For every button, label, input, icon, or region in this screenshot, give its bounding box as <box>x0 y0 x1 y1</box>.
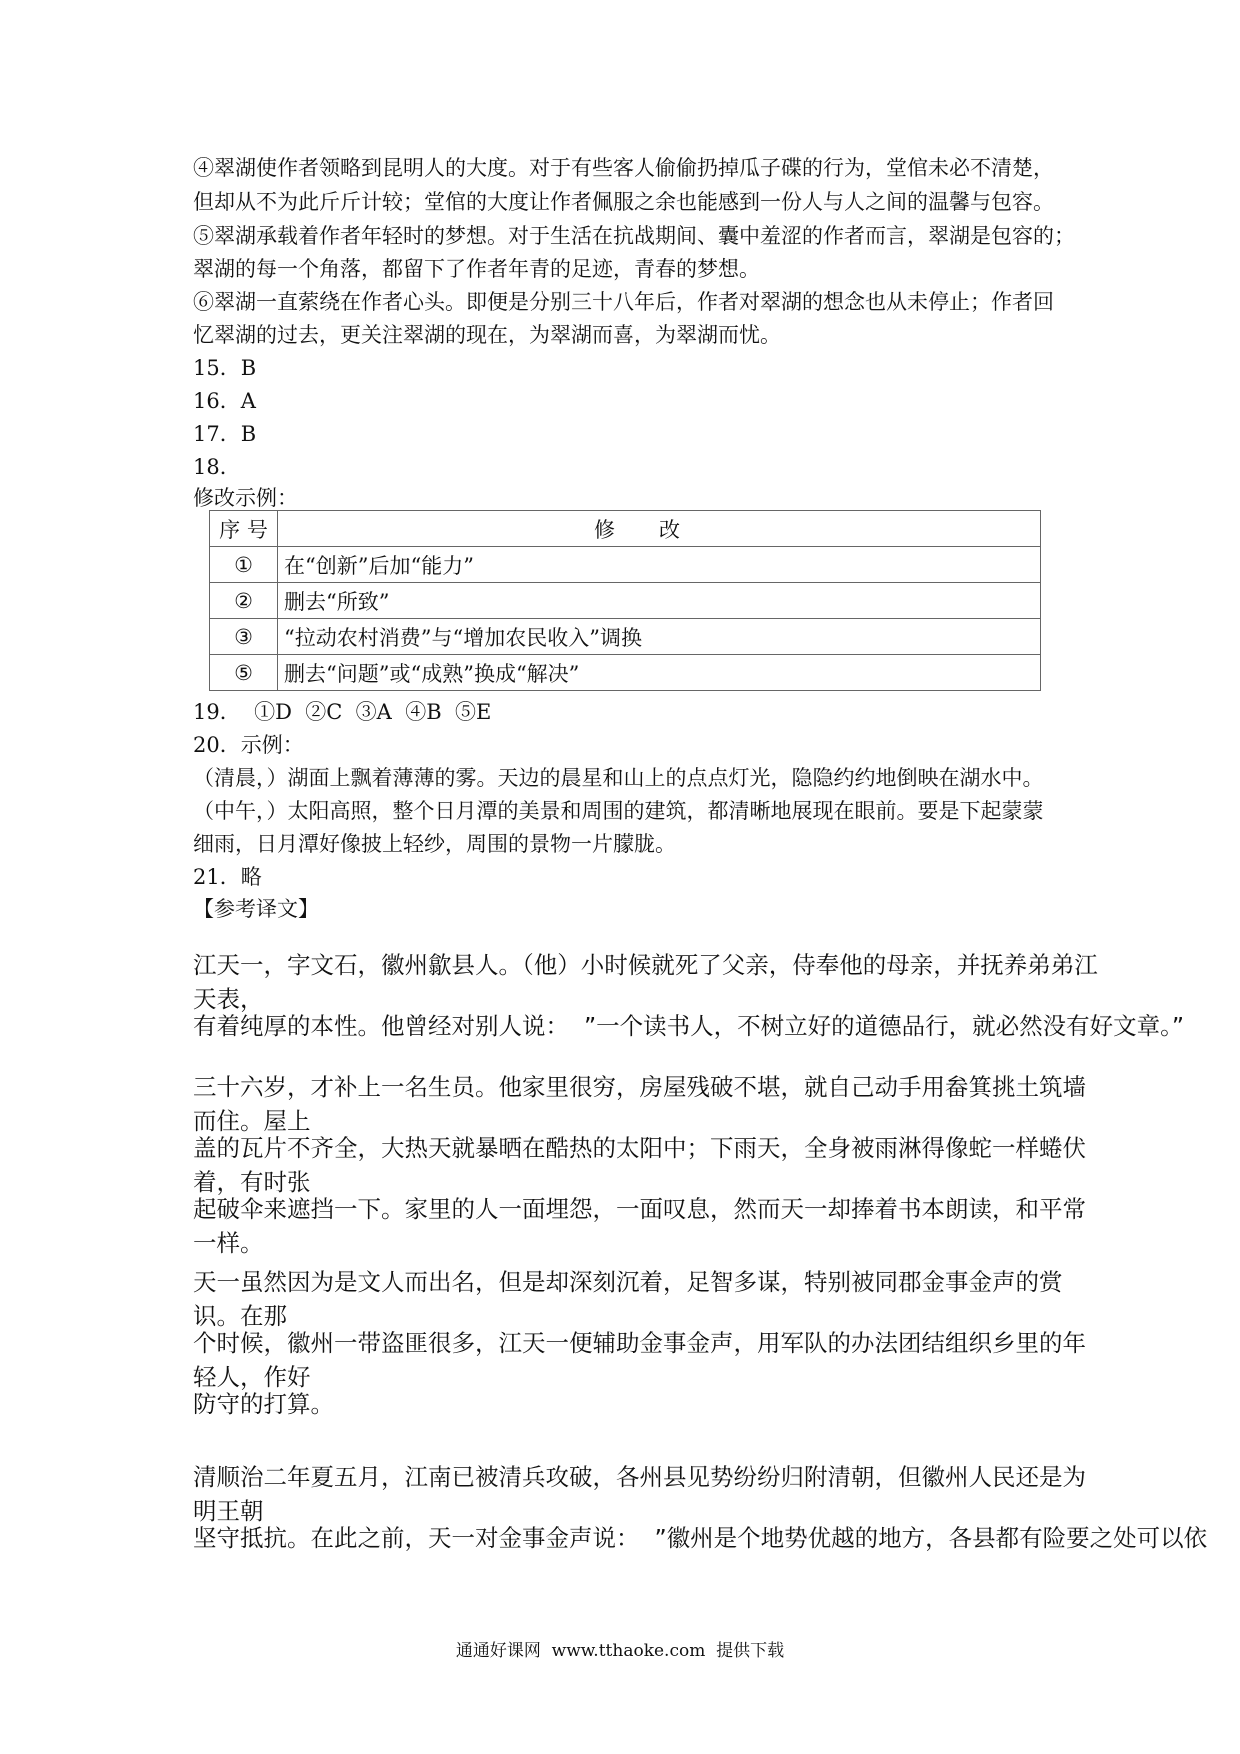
translation-line: 个时候，徽州一带盗匪很多，江天一便辅助金事金声，用军队的办法团结组织乡里的年轻人，作好 <box>193 1329 1086 1391</box>
answer-q20-noon-line2: 细雨，日月潭好像披上轻纱，周围的景物一片朦胧。 <box>193 832 676 856</box>
revision-table <box>209 510 1041 691</box>
answer-q16: 16．A <box>193 389 256 413</box>
table-row <box>210 655 1041 691</box>
translation-line: 天一虽然因为是文人而出名，但是却深刻沉着，足智多谋，特别被同郡金事金声的赏识。在那 <box>193 1268 1063 1330</box>
table-header-number: 序 号 <box>210 511 278 547</box>
answer-p6-line2: 忆翠湖的过去，更关注翠湖的现在，为翠湖而喜，为翠湖而忧。 <box>193 323 781 347</box>
table-row <box>210 547 1041 583</box>
translation-line: 有着纯厚的本性。他曾经对别人说： ”一个读书人，不树立好的道德品行，就必然没有好文章。” <box>193 1012 1185 1040</box>
answer-q18: 18． <box>193 455 241 479</box>
example-label: 修改示例： <box>193 486 298 510</box>
answer-q15: 15．B <box>193 356 257 380</box>
translation-line: 清顺治二年夏五月，江南已被清兵攻破，各州县见势纷纷归附清朝，但徽州人民还是为明王朝 <box>193 1463 1086 1525</box>
table-row <box>210 619 1041 655</box>
translation-line: 盖的瓦片不齐全，大热天就暴晒在酷热的太阳中；下雨天，全身被雨淋得像蛇一样蜷伏着，有时张 <box>193 1134 1086 1196</box>
table-cell-revision: 删去“所致” <box>278 583 1041 619</box>
answer-q20-noon-line1: （中午，）太阳高照，整个日月潭的美景和周围的建筑，都清晰地展现在眼前。要是下起蒙蒙 <box>193 799 1044 823</box>
table-cell-number: ⑤ <box>210 655 278 691</box>
table-cell-revision: “拉动农村消费”与“增加农民收入”调换 <box>278 619 1041 655</box>
answer-q20: 20．示例： <box>193 733 304 757</box>
answer-q19: 19． ①D ②C ③A ④B ⑤E <box>193 700 492 724</box>
reference-translation-header: 【参考译文】 <box>193 897 319 921</box>
table-cell-revision: 在“创新”后加“能力” <box>278 547 1041 583</box>
table-cell-revision: 删去“问题”或“成熟”换成“解决” <box>278 655 1041 691</box>
answer-p4-line2: 但却从不为此斤斤计较；堂倌的大度让作者佩服之余也能感到一份人与人之间的温馨与包容。 <box>193 190 1054 214</box>
answer-p5-line1: ⑤翠湖承载着作者年轻时的梦想。对于生活在抗战期间、囊中羞涩的作者而言，翠湖是包容的； <box>193 224 1075 248</box>
translation-line: 防守的打算。 <box>193 1390 334 1418</box>
table-cell-number: ② <box>210 583 278 619</box>
answer-q20-morning: （清晨，）湖面上飘着薄薄的雾。天边的晨星和山上的点点灯光，隐隐约约地倒映在湖水中。 <box>193 766 1044 790</box>
table-row <box>210 583 1041 619</box>
answer-q21: 21．略 <box>193 865 262 889</box>
table-cell-number: ③ <box>210 619 278 655</box>
translation-line: 三十六岁，才补上一名生员。他家里很穷，房屋残破不堪，就自己动手用畚箕挑土筑墙而住。屋上 <box>193 1073 1086 1135</box>
translation-line: 起破伞来遮挡一下。家里的人一面埋怨，一面叹息，然而天一却捧着书本朗读，和平常一样。 <box>193 1195 1086 1257</box>
translation-line: 坚守抵抗。在此之前，天一对金事金声说： ”徽州是个地势优越的地方，各县都有险要之处可以依 <box>193 1524 1208 1552</box>
translation-line: 江天一，字文石，徽州歙县人。（他）小时候就死了父亲，侍奉他的母亲，并抚养弟弟江天表， <box>193 951 1098 1013</box>
table-cell-number: ① <box>210 547 278 583</box>
answer-p4-line1: ④翠湖使作者领略到昆明人的大度。对于有些客人偷偷扔掉瓜子碟的行为，堂倌未必不清楚， <box>193 156 1054 180</box>
answer-p5-line2: 翠湖的每一个角落，都留下了作者年青的足迹，青春的梦想。 <box>193 257 760 281</box>
answer-q17: 17．B <box>193 422 257 446</box>
table-header-revision: 修改 <box>278 511 1041 547</box>
table-header-row <box>210 511 1041 547</box>
page-footer: 通通好课网 www.tthaoke.com 提供下载 <box>455 1641 785 1661</box>
answer-p6-line1: ⑥翠湖一直萦绕在作者心头。即便是分别三十八年后，作者对翠湖的想念也从未停止；作者回 <box>193 290 1054 314</box>
